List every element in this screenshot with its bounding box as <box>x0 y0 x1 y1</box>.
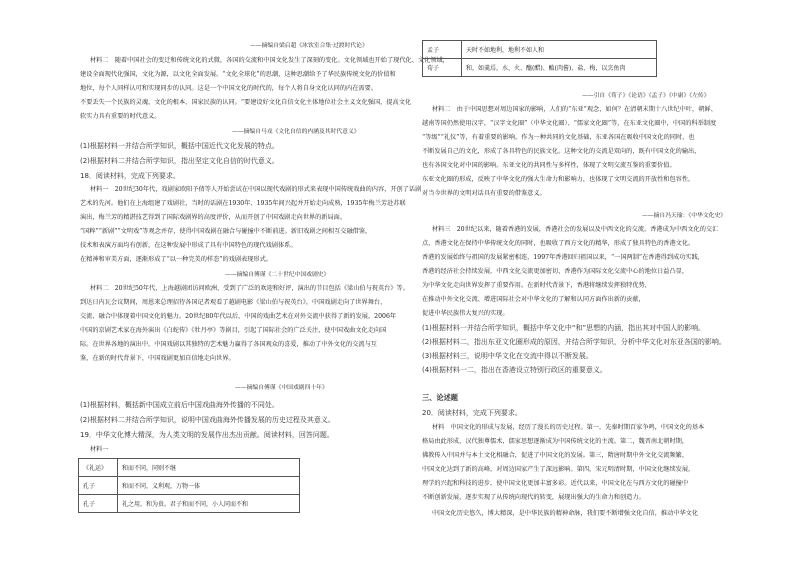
text-line: 际。在世界各地的演出中，中国戏剧以其独特的艺术魅力赢得了各国观众的喜爱，推动了中外文化的交流与互 <box>80 341 377 348</box>
text-line: 东亚文化圈的形成，反映了中华文化的强大生命力和影响力，也体现了文明交流的开放性和包容性， <box>422 176 695 183</box>
source-line: ——摘编自马戎《文化自信的内涵及其时代意义》 <box>232 129 360 135</box>
table-cell: 孟子 <box>423 41 462 59</box>
question-line: (1)根据材料，概括新中国成立前后中国戏曲海外传播的不同处。 <box>80 401 279 409</box>
table-cell: 孔子 <box>79 477 118 495</box>
source-line: ——摘自冯天瑜：《中华文化史》 <box>642 213 727 219</box>
question-line: (1)根据材料一并结合所学知识，概括中国近代文化发展的特点。 <box>80 142 279 150</box>
question-line: 19．中华文化博大精深，为人类文明的发展作出杰出贡献。阅读材料，回答问题。 <box>80 431 334 439</box>
source-line: ——摘编自傅谨《二十世纪中国戏剧史》 <box>225 272 330 278</box>
text-line: 对当今世界的文明对话具有重要的借鉴意义。 <box>422 190 546 197</box>
table-row <box>423 59 657 77</box>
text-line: 材料二 由于中国思想对周边国家的影响，人们的“东亚”观念，如何？在清朝末期十八世纪中叶，朝鲜、 <box>432 106 717 113</box>
text-line: “国粹”“新剧”“文明戏”等观念并存，使得中国戏剧在融合与碰撞中不断前进。新旧戏剧之间相互交融借鉴， <box>80 228 372 235</box>
source-line: ——摘编自梁启超《冰饮室合集·过渡时代论》 <box>250 43 368 49</box>
text-line: 演出，梅兰芳的精湛技艺得到了国际戏剧界的高度评价，从而开创了中国戏剧走向世界的新局面。 <box>80 214 347 221</box>
table-cell: 和而不同，同则不继 <box>118 459 300 477</box>
text-line: 材料 中国文化的形成与发展，经历了漫长的历史过程。第一，先秦时期百家争鸣，中国文化的基本 <box>432 424 705 431</box>
table-row <box>423 41 657 59</box>
text-line: 到达日内瓦会议期间，周恩来总理招待各国记者观看了越剧电影《梁山伯与祝英台》，中国戏剧走向了世界舞台， <box>80 299 387 306</box>
material-label: 材料一 <box>90 446 109 453</box>
section-heading: 三、论述题 <box>422 393 458 402</box>
question-line: (2)根据材料二并结合所学知识，说明中国戏曲海外传播发展的历史过程及其意义。 <box>80 416 335 424</box>
text-line: “等级”“礼仪”等，有着重要的影响。作为一种共同的文化基础，东亚各国在吸收中国文化的同时，也 <box>422 134 695 141</box>
text-line: 为中华文化走向世界发挥了重要作用。在新时代背景下，香港将继续发挥独特优势， <box>422 282 651 289</box>
question-line: (2)根据材料二并结合所学知识，指出坚定文化自信的时代意义。 <box>80 157 279 165</box>
text-line: 格局由此形成，汉代独尊儒术，儒家思想逐渐成为中国传统文化的主流。第二，魏晋南北朝时期， <box>422 438 689 445</box>
text-line: 香港的发展始终与祖国的发展紧密相连，1997年香港回归祖国以来，“一国两制”在香港得到成功实践， <box>422 254 704 261</box>
text-line: 理学的兴起和科技的进步，使中国文化更加丰富多彩。近代以来，中国文化在与西方文化的碰撞中 <box>422 480 689 487</box>
question-line: (2)根据材料二，指出东亚文化圈形成的原因，并结合所学知识，分析中华文化对东亚各国的影响。 <box>422 338 726 346</box>
question-line: 18．阅读材料，完成下列要求。 <box>80 172 180 180</box>
table-cell: 和，如羹焉，水、火、醯(醋)、醢(肉酱)、盐、梅，以烹鱼肉 <box>462 59 657 77</box>
text-line: 促进中华民族伟大复兴的实现。 <box>422 310 509 317</box>
text-line: 材料三 20世纪以来，随着香港的发展，香港社会的发展以及中西文化的交流，香港成为中西文化的交汇 <box>432 226 719 233</box>
text-line: 中国文化达到了新的高峰，对周边国家产生了深远影响。第四，宋元明清时期，中国文化继续发展， <box>422 466 695 473</box>
question-line: (4)根据材料一二，指出在香港设立特别行政区的重要意义。 <box>422 366 607 374</box>
text-line: 也有各国文化对中国的影响。东亚文化的共同性与多样性，体现了文明交流互鉴的重要价值。 <box>422 162 676 169</box>
text-line: 在精神和审美方面，逐渐形成了“以一种完美的样态”的戏剧表现形式。 <box>80 256 272 263</box>
text-line: 建设全面现代化强国，文化为源，以文化全面发展。“文化全球化”的思潮，这种思潮给予了华民族传统文化的价值和 <box>80 71 396 78</box>
text-line: 技术和表演方面均有创新，在这种发展中形成了具有中国特色的现代戏剧体系。 <box>80 242 297 249</box>
text-line: 在推动中外文化交流、增进国际社会对中华文化的了解和认同方面作出新的贡献， <box>422 296 645 303</box>
text-line: 点，香港文化在保持中华传统文化的同时，也吸收了西方文化的精华，形成了独具特色的香港文化。 <box>422 240 695 247</box>
question-line: (1)根据材料一并结合所学知识，概括中华文化中“和”思想的内涵，指出其对中国人的影响。 <box>422 324 706 332</box>
table-cell: 《礼运》 <box>79 459 118 477</box>
text-line: 材料二 随着中国社会的变迁和传统文化的式微，各国的交流和中国文化发生了深刻的变化。文化领域也开始了现代化、文化领域， <box>90 57 449 64</box>
text-line: 佛教传入中国并与本土文化相融合，促进了中国文化的发展。第三，隋唐时期中外文化交流频繁， <box>422 452 689 459</box>
table-row <box>79 495 300 513</box>
material-table <box>78 458 300 513</box>
source-line: ——摘编自傅谨《中国戏剧四十年》 <box>235 385 328 391</box>
text-line: 艺术的先河。他们在上海组建了戏剧社，当时的话剧在1930年、1935年间兴起并开始走向成熟，1935年梅兰芳赴苏联 <box>80 200 406 207</box>
text-line: 软实力具有重要的时代意义。 <box>80 113 161 120</box>
text-line: 交流、融合中体现着中国文化的魅力。20世纪80年代以后，中国的戏曲艺术在对外交流中获得了新的发展，2006年 <box>80 313 397 320</box>
table-cell: 和而不同，义利观，万物一体 <box>118 477 300 495</box>
table-cell: 礼之用，和为贵。君子和而不同，小人同而不和 <box>118 495 300 513</box>
text-line: 不断创新发展，逐步实现了从传统向现代的转变，展现出强大的生命力和创造力。 <box>422 494 645 501</box>
source-line: ——引自《荀子》《论语》《孟子》《中庸》《左传》 <box>582 93 710 99</box>
material-table <box>422 40 657 77</box>
table-cell: 孔子 <box>79 495 118 513</box>
table-row <box>79 477 300 495</box>
question-line: (3)根据材料三，说明中华文化在交流中得以不断发展。 <box>422 352 593 360</box>
text-line: 材料一 20世纪30年代，戏剧家欧阳予倩等人开始尝试在中国以现代戏剧的形式来表现中国传统戏曲的内容，开创了话剧 <box>90 186 422 193</box>
question-line: 20．阅读材料，完成下列要求。 <box>422 409 522 417</box>
text-line: 材料二 20世纪50年代，上海越剧团访问欧洲，受到了广泛的欢迎和好评，演出的节目包括《梁山伯与祝英台》等。 <box>90 285 409 292</box>
text-line: 中国的京剧艺术家在海外演出《白蛇传》《牡丹亭》等剧目，引起了国际社会的广泛关注，使中国戏曲文化走向国 <box>80 327 387 334</box>
table-row <box>79 459 300 477</box>
text-line: 不要丢失一个民族的灵魂、文化的根本、国家民族的认同。“要建设好文化自信文化主体地位社会主义文化强国，提高文化 <box>80 99 412 106</box>
text-line: 越南等国仍然使用汉字，“汉字文化圈”（中华文化圈）、“儒家文化圈”等，在东亚文化圈中，中国的科举制度 <box>422 120 717 127</box>
text-line: 鉴，在新的时代背景下，中国戏剧更加自信地走向世界。 <box>80 355 235 362</box>
text-line: 中国文化历史悠久，博大精深，是中华民族的精神命脉，我们要不断增强文化自信，推动中华文化 <box>432 510 699 517</box>
text-line: 不断发展自己的文化，形成了各具特色的民族文化。这种文化的交流是双向的，既有中国文化的输出， <box>422 148 701 155</box>
table-cell: 荀子 <box>423 59 462 77</box>
text-line: 香港的经济社会持续发展，中西文化交流更加密切，香港作为国际文化交流中心的地位日益凸显， <box>422 268 689 275</box>
text-line: 地位，每个人同样认可和实现同步的认同。这是一个中国文化的时代的，每个人将自身文化认同的内在需要。 <box>80 85 377 92</box>
table-cell: 天时不如地利，地利不如人和 <box>462 41 657 59</box>
